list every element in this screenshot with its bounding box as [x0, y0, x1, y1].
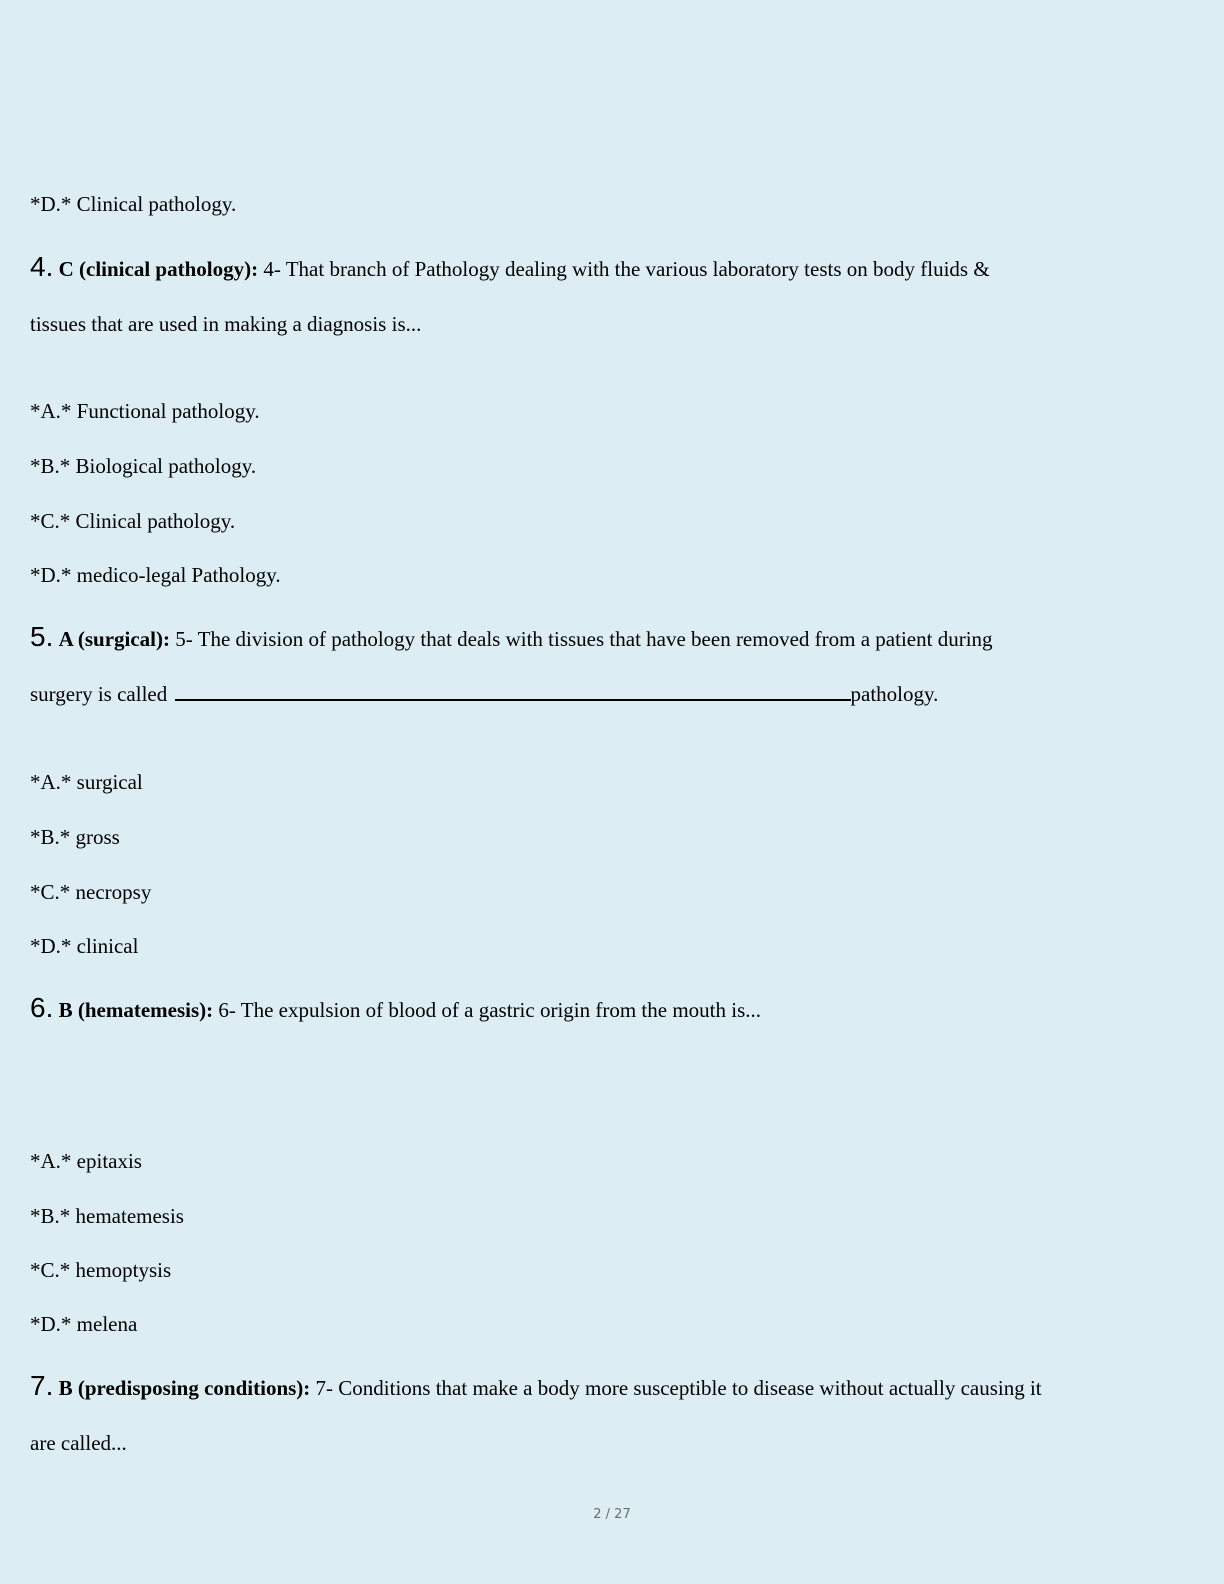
option-d: *D.* medico-legal Pathology.	[30, 563, 281, 587]
option-a: *A.* epitaxis	[30, 1149, 142, 1173]
option-b: *B.* gross	[30, 825, 120, 849]
option-d-prev: *D.* Clinical pathology.	[30, 192, 237, 216]
option-c: *C.* Clinical pathology.	[30, 509, 236, 533]
option-b: *B.* Biological pathology.	[30, 454, 257, 478]
option-a: *A.* surgical	[30, 770, 143, 794]
question-text: 5- The division of pathology that deals with tissues that have been removed from a patient during	[175, 627, 993, 651]
question-text-end: pathology.	[850, 682, 939, 706]
option-a: *A.* Functional pathology.	[30, 399, 260, 423]
question-text: 7- Conditions that make a body more susceptible to disease without actually causing it	[315, 1376, 1042, 1400]
answer-key: A (surgical):	[58, 627, 171, 651]
answer-key: B (predisposing conditions):	[58, 1376, 311, 1400]
question-4-line-2: tissues that are used in making a diagnosis is...	[30, 312, 422, 336]
option-b: *B.* hematemesis	[30, 1204, 184, 1228]
question-number: 6.	[30, 992, 54, 1023]
question-7-line-1	[30, 1372, 1042, 1402]
answer-key: B (hematemesis):	[58, 998, 214, 1022]
question-text: 4- That branch of Pathology dealing with the various laboratory tests on body fluids &	[263, 257, 990, 281]
question-number: 4.	[30, 251, 54, 282]
question-7-line-2: are called...	[30, 1431, 127, 1455]
question-number: 7.	[30, 1370, 54, 1401]
question-5-line-1	[30, 623, 993, 653]
question-5-line-2	[30, 680, 938, 708]
option-d: *D.* clinical	[30, 934, 139, 958]
option-d: *D.* melena	[30, 1312, 138, 1336]
option-c: *C.* hemoptysis	[30, 1258, 172, 1282]
option-c: *C.* necropsy	[30, 880, 152, 904]
question-4-line-1	[30, 253, 990, 283]
fill-in-blank	[175, 681, 851, 701]
page-number: 2 / 27	[593, 1507, 631, 1522]
question-number: 5.	[30, 621, 54, 652]
question-text: 6- The expulsion of blood of a gastric origin from the mouth is...	[218, 998, 762, 1022]
question-6-line-1	[30, 994, 761, 1024]
question-text: surgery is called	[30, 682, 168, 706]
answer-key: C (clinical pathology):	[58, 257, 259, 281]
